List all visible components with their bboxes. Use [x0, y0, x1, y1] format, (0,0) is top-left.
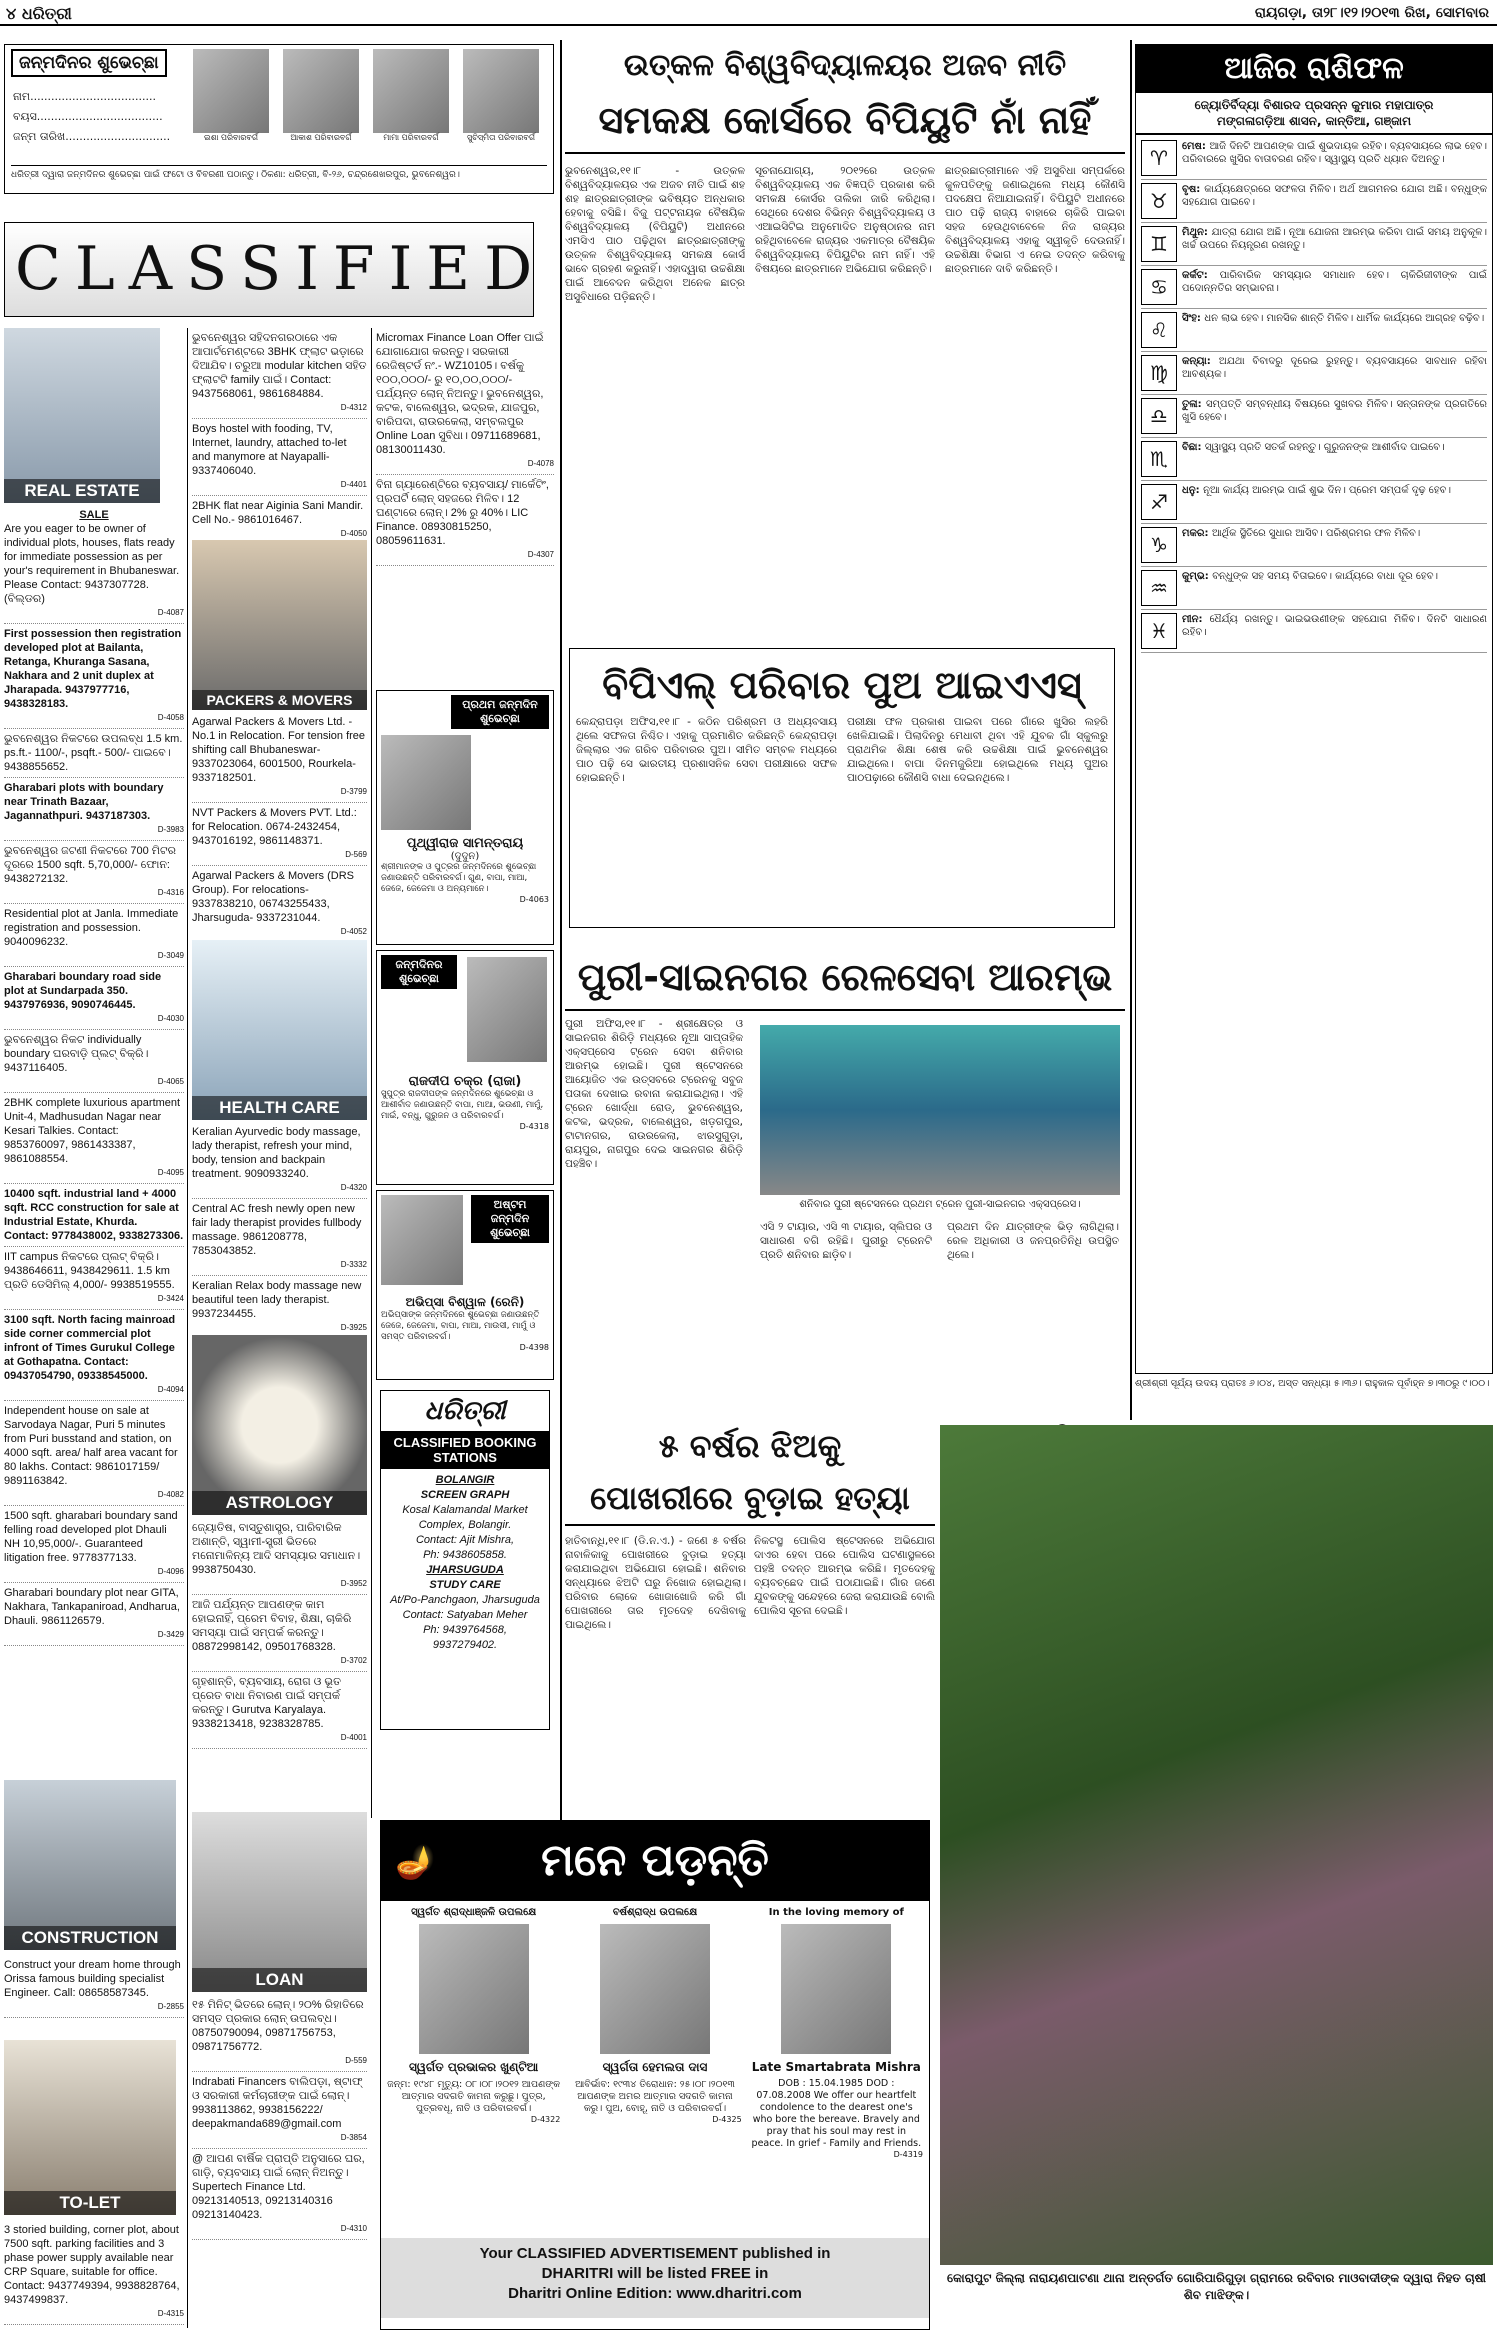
birthday-box-title: ଜନ୍ମଦିନର ଶୁଭେଚ୍ଛା	[11, 49, 167, 77]
ad-text: 10400 sqft. industrial land + 4000 sqft. RCC construction for sale at Industrial Estate, Khurda. Contact: 9778438002, 9338273306.	[4, 1188, 184, 1242]
rashi-entry	[1141, 266, 1487, 309]
ad-code: D-4095	[157, 1168, 184, 1177]
kid-card	[193, 49, 269, 164]
birthday-form	[13, 87, 183, 147]
obituary-photo	[419, 1924, 529, 2054]
classified-ad	[192, 2149, 367, 2240]
ad-code: D-4030	[157, 1014, 184, 1023]
classified-column-2-health	[192, 1122, 367, 1332]
category-label: REAL ESTATE	[4, 479, 160, 503]
ad-text: Are you eager to be owner of individual plots, houses, flats ready for immediate possession as per your's requirement in Bhubaneswar. Please Contact: 9437307728. (ବିଲ୍ଡର)	[4, 523, 180, 605]
rashi-text: ମୀନ: ଧୈର୍ଯ୍ୟ ରଖନ୍ତୁ। ଭାଇଭଉଣୀଙ୍କ ସହଯୋଗ ମିଳିବ। ଦିନଟି ସାଧାରଣ ରହିବ।	[1182, 614, 1487, 638]
rashi-entry	[1141, 610, 1487, 653]
category-astrology	[192, 1335, 367, 1515]
panjika-note: ଶ୍ରୀଶ୍ରୀ ସୂର୍ଯ୍ୟ ଉଦୟ ପ୍ରାତଃ ୬।୦୪, ଅସ୍ତ ସନ୍ଧ୍ୟା ୫।୩୬। ରାହୁକାଳ ପୂର୍ବାହ୍ନ ୭।୩୦ରୁ ୯।୦୦।	[1135, 1378, 1490, 1389]
rashi-text: ସିଂହ: ଧନ ଲାଭ ହେବ। ମାନସିକ ଶାନ୍ତି ମିଳିବ। ଧାର୍ମିକ କାର୍ଯ୍ୟରେ ଆଗ୍ରହ ବଢ଼ିବ।	[1182, 313, 1485, 324]
rashi-entry	[1141, 352, 1487, 395]
obituary-person	[750, 1907, 923, 2232]
ad-code: D-559	[345, 2056, 367, 2065]
rashi-text: ବୃଷ: କାର୍ଯ୍ୟକ୍ଷେତ୍ରରେ ସଫଳତା ମିଳିବ। ଅର୍ଥ ଆଗମନର ଯୋଗ ଅଛି। ବନ୍ଧୁଙ୍କ ସହଯୋଗ ପାଇବେ।	[1182, 184, 1487, 208]
rashi-text: ମିଥୁନ: ଯାତ୍ରା ଯୋଗ ଅଛି। ନୂଆ ଯୋଜନା ଆରମ୍ଭ କରିବା ପାଇଁ ସମୟ ଅନୁକୂଳ। ଖର୍ଚ୍ଚ ଉପରେ ନିୟନ୍ତ୍ରଣ ରଖନ୍ତୁ।	[1182, 227, 1487, 251]
story4-col: ନିକଟସ୍ଥ ପୋଲିସ ଷ୍ଟେସନରେ ଅଭିଯୋଗ ଦାଏର ହେବା ପରେ ପୋଲିସ ଘଟଣାସ୍ଥଳରେ ପହଞ୍ଚି ତଦନ୍ତ ଆରମ୍ଭ କରିଛି। ମୃତଦେହକୁ ବ୍ୟବଚ୍ଛେଦ ପାଇଁ ପଠାଯାଇଛି। ଗାଁର ଜଣେ ଯୁବକଙ୍କୁ ସନ୍ଦେହରେ ଜେରା କରାଯାଉଛି ବୋଲି ପୋଲିସ ସୂଚନା ଦେଇଛି।	[754, 1535, 935, 1617]
classified-ad	[192, 419, 367, 496]
ad-code: D-4078	[527, 459, 554, 468]
classified-ad	[192, 712, 367, 803]
booking-title: CLASSIFIED BOOKING STATIONS	[381, 1431, 549, 1469]
booking-line: SCREEN GRAPH	[420, 1489, 510, 1501]
column-rule	[560, 40, 562, 1820]
classified-ad	[192, 1672, 367, 1749]
classified-column-2-top	[192, 328, 367, 538]
obituary-text: DOB : 15.04.1985 DOD : 07.08.2008 We offer our heartfelt condolence to the dearest one's who bore the bereave. Bravely and pray that his soul may rest in peace. In grief - Family and Friends.	[751, 2078, 922, 2149]
rashi-entry	[1141, 395, 1487, 438]
ad-code: D-3983	[157, 825, 184, 834]
ad-text: Gharabari boundary road side plot at Sundarpada 350. 9437976936, 9090746445.	[4, 971, 162, 1011]
category-label: PACKERS & MOVERS	[192, 690, 367, 710]
booking-line: JHARSUGUDA	[426, 1564, 504, 1576]
wish-body: ଅଭିପ୍ସାଙ୍କ ଜନ୍ମଦିନରେ ଶୁଭେଚ୍ଛା ଜଣାଉଛନ୍ତି ଜେଜେ, ଜେଜେମା, ବାପା, ମାଆ, ମାଉସୀ, ମାମୁଁ ଓ ସମସ୍ତ ପରିବାରବର୍ଗ।	[381, 1310, 540, 1342]
ad-code: D-3799	[340, 787, 367, 796]
wish-photo	[381, 735, 471, 830]
train-photo-caption: ଶନିବାର ପୁରୀ ଷ୍ଟେସନରେ ପ୍ରଥମ ଟ୍ରେନ ପୁରୀ-ସାଇନଗର ଏକ୍ସପ୍ରେସ।	[799, 1199, 1081, 1210]
rashi-entry	[1141, 438, 1487, 481]
rashi-name: ତୁଳା:	[1182, 399, 1207, 410]
form-label-age: ବୟସ....................................	[13, 110, 163, 123]
ad-text: Residential plot at Janla. Immediate registration and possession. 9040096232.	[4, 908, 179, 948]
zodiac-icon: ♏	[1141, 441, 1177, 477]
rashifal-box	[1135, 44, 1493, 1374]
rashi-text: କୁମ୍ଭ: ବନ୍ଧୁଙ୍କ ସହ ସମୟ ବିତାଇବେ। କାର୍ଯ୍ୟରେ ବାଧା ଦୂର ହେବ।	[1182, 571, 1439, 582]
rashi-name: ବିଛା:	[1182, 442, 1205, 453]
wish-box-2	[376, 950, 554, 1185]
ad-code: D-4001	[340, 1733, 367, 1742]
classified-ad	[192, 1595, 367, 1672]
story1-col: ଭୁବନେଶ୍ୱର,୧୧।୮ - ଉତ୍କଳ ବିଶ୍ୱବିଦ୍ୟାଳୟର ଏକ ଅଜବ ନୀତି ପାଇଁ ଶହ ଶହ ଛାତ୍ରଛାତ୍ରୀଙ୍କ ଭବିଷ୍ୟତ ଅନ୍ଧକାର ହେବାକୁ ବସିଛି। ବିଜୁ ପଟ୍ଟନାୟକ ବୈଷୟିକ ବିଶ୍ୱବିଦ୍ୟାଳୟ (ବିପିୟୁଟି) ଅଧୀନରେ ଏମସିଏ ପାଠ ପଢ଼ିଥିବା ଛାତ୍ରଛାତ୍ରୀଙ୍କୁ ଉତ୍କଳ ବିଶ୍ୱବିଦ୍ୟାଳୟ ସମକକ୍ଷ କୋର୍ସ ଭାବେ ଗ୍ରହଣ କରୁନାହିଁ। ଏହାଦ୍ୱାରା ଉଚ୍ଚଶିକ୍ଷା ପାଇଁ ଆବେଦନ କରିଥିବା ଅନେକ ଛାତ୍ର ଅସୁବିଧାରେ ପଡ଼ିଛନ୍ତି।	[565, 165, 745, 303]
ad-text: Gharabari boundary plot near GITA, Nakhara, Tankapaniroad, Andharua, Dhauli. 9861126579.	[4, 1587, 180, 1627]
ad-code: D-4316	[157, 888, 184, 897]
obituary-occasion: In the loving memory of	[768, 1907, 904, 1918]
rashi-text: ତୁଳା: ସମ୍ପତ୍ତି ସମ୍ବନ୍ଧୀୟ ବିଷୟରେ ସୁଖବର ମିଳିବ। ସନ୍ତାନଙ୍କ ପ୍ରଗତିରେ ଖୁସି ହେବେ।	[1182, 399, 1487, 423]
obituary-people	[381, 1901, 929, 2238]
obituary-person	[387, 1907, 560, 2232]
story1-columns	[565, 164, 1125, 634]
wish-code: D-4318	[519, 1122, 549, 1131]
kid-card	[373, 49, 449, 164]
story1-kicker: ଉତ୍କଳ ବିଶ୍ୱବିଦ୍ୟାଳୟର ଅଜବ ନୀତି	[623, 48, 1067, 83]
ad-code: D-3332	[340, 1260, 367, 1269]
ad-code: D-3854	[340, 2133, 367, 2142]
classified-column-2-packers	[192, 712, 367, 937]
booking-line: Kosal Kalamandal Market Complex, Bolangir.	[402, 1504, 528, 1531]
ad-text: 2BHK complete luxurious apartment Unit-4, Madhusudan Nagar near Kesari Talkies. Contact: 9853760097, 9861433387, 9861088554.	[4, 1097, 181, 1165]
classified-ad	[4, 904, 184, 967]
ad-code: D-4058	[157, 713, 184, 722]
obituary-name: ସ୍ୱର୍ଗତା ହେମଲତା ଦାସ	[602, 2060, 708, 2074]
wish-body: ଶ୍ରୀମାନଙ୍କ ଓ ପୁତ୍ରର ଜନ୍ମଦିନରେ ଶୁଭେଚ୍ଛା ଜଣାଉଛନ୍ତି ପରିବାରବର୍ଗ। ଗୁଣ, ବାପା, ମାଆ, ଜେଜେ, ଜେଜେମା ଓ ଅନ୍ୟମାନେ।	[381, 862, 537, 894]
obituary-title-bar	[381, 1821, 929, 1901]
classified-ad	[4, 841, 184, 904]
ad-code: D-3702	[340, 1656, 367, 1665]
ad-code: D-4322	[530, 2115, 561, 2124]
classified-ad	[376, 328, 554, 475]
rashi-entry	[1141, 567, 1487, 610]
category-label: CONSTRUCTION	[4, 1926, 176, 1950]
rashi-text: ଧନୁ: ନୂଆ କାର୍ଯ୍ୟ ଆରମ୍ଭ ପାଇଁ ଶୁଭ ଦିନ। ପ୍ରେମ ସମ୍ପର୍କ ଦୃଢ଼ ହେବ।	[1182, 485, 1451, 496]
ad-code: D-4325	[712, 2115, 742, 2124]
classified-column-1-bottom	[4, 1955, 184, 2035]
column-rule	[371, 328, 372, 1818]
story1-col: ଛାତ୍ରଛାତ୍ରୀମାନେ ଏହି ଅସୁବିଧା ସମ୍ପର୍କରେ କୁଳପତିଙ୍କୁ ଜଣାଇଥିଲେ ମଧ୍ୟ କୌଣସି ପଦକ୍ଷେପ ନିଆଯାଇନାହିଁ। ବିପିୟୁଟି ଅଧୀନରେ ପାଠ ପଢ଼ି ରାଜ୍ୟ ବାହାରେ ଚାକିରି ପାଇବା ସହଜ ହେଉଥିବାବେଳେ ନିଜ ରାଜ୍ୟର ବିଶ୍ୱବିଦ୍ୟାଳୟ ଏହାକୁ ସ୍ୱୀକୃତି ଦେଉନାହିଁ। ଉଚ୍ଚଶିକ୍ଷା ବିଭାଗ ଏ ନେଇ ତଦନ୍ତ କରିବାକୁ ଛାତ୍ରମାନେ ଦାବି କରିଛନ୍ତି।	[945, 165, 1125, 275]
ad-text: NVT Packers & Movers PVT. Ltd.: for Relocation. 0674-2432454, 9437016192, 9861148371.	[192, 807, 357, 847]
rashifal-title: ଆଜିର ରାଶିଫଳ	[1136, 45, 1492, 93]
story2-columns	[576, 715, 1108, 910]
ad-code: D-3049	[157, 951, 184, 960]
kid-label: ଆକାଶ ପରିବାରବର୍ଗ	[290, 133, 352, 142]
story2-col: କେନ୍ଦ୍ରାପଡ଼ା ଅଫିସ,୧୧।୮ - କଠିନ ପରିଶ୍ରମ ଓ ଅଧ୍ୟବସାୟ ଥିଲେ ସଫଳତା ନିଶ୍ଚିତ। ଏହାକୁ ପ୍ରମାଣିତ କରିଛନ୍ତି କେନ୍ଦ୍ରାପଡ଼ା ଜିଲ୍ଲାର ଏକ ଗରିବ ପରିବାରର ପୁଅ। ସୀମିତ ସମ୍ବଳ ମଧ୍ୟରେ ପାଠ ପଢ଼ି ସେ ଭାରତୀୟ ପ୍ରଶାସନିକ ସେବା ପରୀକ୍ଷାରେ ସଫଳ ହୋଇଛନ୍ତି।	[576, 716, 837, 784]
ad-code: D-3952	[340, 1579, 367, 1588]
category-real-estate	[4, 328, 160, 503]
rashi-entry	[1141, 137, 1487, 180]
rashi-name: ଧନୁ:	[1182, 485, 1204, 496]
booking-line: Ph: 9439764568,	[423, 1624, 507, 1636]
kid-label: ମାମା ପରିବାରବର୍ଗ	[383, 133, 439, 142]
category-construction	[4, 1780, 176, 1950]
ad-heading: SALE	[79, 509, 109, 521]
ad-text: ଭୁବନେଶ୍ୱର ଜଟଣୀ ନିକଟରେ 700 ମିଟର ଦୂରରେ 1500 sqft. 5,70,000/- ଫୋନ: 9438272132.	[4, 845, 176, 885]
ad-code: D-4094	[157, 1385, 184, 1394]
story4-headline-1: ୫ ବର୍ଷର ଝିଅକୁ	[658, 1427, 842, 1465]
ad-text: ଗୃହଶାନ୍ତି, ବ୍ୟବସାୟ, ରୋଗ ଓ ଭୂତ ପ୍ରେତ ବାଧା ନିବାରଣ ପାଇଁ ସମ୍ପର୍କ କରନ୍ତୁ। Gurutva Karyalaya. 9338213418, 9238328785.	[192, 1676, 341, 1730]
story4-headline-2: ପୋଖରୀରେ ବୁଡ଼ାଇ ହତ୍ୟା	[565, 1472, 935, 1526]
category-health-care	[192, 940, 367, 1120]
obituary-section	[380, 1820, 930, 2330]
kid-photo	[283, 49, 359, 133]
classified-ad	[192, 1276, 367, 1332]
booking-line: BOLANGIR	[435, 1474, 495, 1486]
rashi-entry	[1141, 223, 1487, 266]
story-bpl-ias	[569, 648, 1115, 928]
classified-column-3	[376, 328, 554, 688]
ad-text: Agarwal Packers & Movers Ltd. - No.1 in Relocation. For tension free shifting call Bhubaneswar- 9337023064, 6001500, Rourkela- 9337182501.	[192, 716, 366, 784]
kid-photo	[463, 49, 539, 133]
classified-ad	[4, 1310, 184, 1401]
ad-text: Boys hostel with fooding, TV, Internet, laundry, attached to-let and manymore at Nayapalli-9337406040.	[192, 423, 347, 477]
wish-body: ସୁପୁତ୍ର ରାଜଦୀପଙ୍କ ଜନ୍ମଦିନରେ ଶୁଭେଚ୍ଛା ଓ ଆଶୀର୍ବାଦ ଜଣାଉଛନ୍ତି ବାପା, ମାଆ, ଭଉଣୀ, ମାମୁଁ, ମାଇଁ, ବନ୍ଧୁ, ଗୁରୁଜନ ଓ ପରିବାରବର୍ଗ।	[381, 1089, 544, 1121]
classified-ad	[4, 1955, 184, 2018]
ad-code: D-4087	[157, 608, 184, 617]
category-label: TO-LET	[4, 2191, 176, 2215]
story-puri-sainagar-train	[565, 945, 1125, 1415]
kid-photos	[193, 49, 551, 164]
booking-line: 9937279402.	[432, 1639, 498, 1651]
rashi-name: କନ୍ୟା:	[1182, 356, 1219, 367]
rashi-name: ମୀନ:	[1182, 614, 1210, 625]
booking-line: Contact: Satyaban Meher	[402, 1609, 528, 1621]
zodiac-icon: ♌	[1141, 312, 1177, 348]
ad-text: ଭୁବନେଶ୍ୱର ନିକଟ individually boundary ଘରବାଡ଼ି ପ୍ଲଟ୍ ବିକ୍ରି। 9437116405.	[4, 1034, 149, 1074]
zodiac-icon: ♎	[1141, 398, 1177, 434]
rashi-entry	[1141, 481, 1487, 524]
zodiac-icon: ♓	[1141, 613, 1177, 649]
obituary-occasion: ସ୍ୱର୍ଗତ ଶ୍ରାଦ୍ଧାଞ୍ଜଳି ଉପଲକ୍ଷେ	[411, 1907, 537, 1918]
ad-code: D-4096	[157, 1567, 184, 1576]
rashi-name: ବୃଷ:	[1182, 184, 1205, 195]
classified-column-1-tolet	[4, 2220, 184, 2330]
rashi-text: କର୍କଟ: ପାରିବାରିକ ସମସ୍ୟାର ସମାଧାନ ହେବ। ଚାକିରିଜୀବୀଙ୍କ ପାଇଁ ପଦୋନ୍ନତିର ସମ୍ଭାବନା।	[1182, 270, 1487, 294]
ad-text: 1500 sqft. gharabari boundary sand felling road developed plot Dhauli NH 10,95,000/-. Guaranteed litigation free. 9778377133.	[4, 1510, 178, 1564]
wish-code: D-4398	[519, 1343, 549, 1352]
kid-label: ଇଶା ପରିବାରବର୍ଗ	[204, 133, 258, 142]
classified-ad	[192, 496, 367, 538]
booking-line: STUDY CARE	[429, 1579, 501, 1591]
classified-column-1	[4, 505, 184, 1775]
ad-text: ଆଜି ପର୍ଯ୍ୟନ୍ତ ଆପଣଙ୍କ କାମ ହୋଇନାହିଁ, ପ୍ରେମ ବିବାହ, ଶିକ୍ଷା, ଚାକିରି ସମସ୍ୟା ପାଇଁ ସମ୍ପର୍କ କରନ୍ତୁ। 08872998142, 09501768328.	[192, 1599, 352, 1653]
ad-code: D-3424	[157, 1294, 184, 1303]
story-girl-murder	[565, 1420, 935, 1815]
ad-code: D-4315	[157, 2309, 184, 2318]
zodiac-icon: ♍	[1141, 355, 1177, 391]
ad-text: Indrabati Financers ବାଲିପଡ଼ା, ଷ୍ଟାଫ୍ ଓ ସରକାରୀ କର୍ମଚାରୀଙ୍କ ପାଇଁ ଲୋନ୍। 9938113862, 9938156222/ deepakmanda689@gmail.com	[192, 2076, 363, 2130]
booking-line: Contact: Ajit Mishra,	[415, 1534, 514, 1546]
classified-ad	[4, 967, 184, 1030]
rashi-entry	[1141, 180, 1487, 223]
booking-line: Ph: 9438605858.	[423, 1549, 507, 1561]
obituary-text: ଜନ୍ମ: ୧୯୪୮ ମୃତ୍ୟୁ: ୦୮।୦୮।୨୦୧୨ ଆପଣଙ୍କ ଆତ୍ମାର ସଦଗତି କାମନା କରୁଛୁ। ପୁତ୍ର, ପୁତ୍ରବଧୂ, ନାତି ଓ ପରିବାରବର୍ଗ।	[387, 2079, 561, 2114]
ad-text: 3100 sqft. North facing mainroad side corner commercial plot infront of Times Gurukul College at Gothapatna. Contact: 09437054790, 09338545000.	[4, 1314, 176, 1382]
category-label: LOAN	[192, 1968, 367, 1992]
ad-text: ଭୁବନେଶ୍ୱର ସହିଦନଗରଠାରେ ଏକ ଆପାର୍ଟମେଣ୍ଟରେ 3BHK ଫ୍ଲାଟ ଭଡ଼ାରେ ଦିଆଯିବ। ଚରୁଆ modular kitchen ସହିତ ଫ୍ଲାଟଟି family ପାଇଁ। Contact: 9437568061, 9861684884.	[192, 332, 367, 400]
classified-ad	[192, 803, 367, 866]
rashi-entry	[1141, 309, 1487, 352]
wish-title: ପ୍ରଥମ ଜନ୍ମଦିନ ଶୁଭେଚ୍ଛା	[451, 695, 549, 729]
zodiac-icon: ♉	[1141, 183, 1177, 219]
classified-column-2-astrology	[192, 1518, 367, 1808]
obituary-footer-line: DHARITRI will be listed FREE in	[541, 2265, 769, 2282]
category-label: ASTROLOGY	[192, 1491, 367, 1515]
zodiac-icon: ♈	[1141, 140, 1177, 176]
rashi-name: ସିଂହ:	[1182, 313, 1205, 324]
ad-code: D-569	[345, 850, 367, 859]
story1-col: ସୂଚନାଯୋଗ୍ୟ, ୨୦୧୨ରେ ଉତ୍କଳ ବିଶ୍ୱବିଦ୍ୟାଳୟ ଏକ ବିଜ୍ଞପ୍ତି ପ୍ରକାଶ କରି ସମକକ୍ଷ କୋର୍ସର ତାଲିକା ଜାରି କରିଥିଲା। ସେଥିରେ ଦେଶର ବିଭିନ୍ନ ବିଶ୍ୱବିଦ୍ୟାଳୟ ଓ ଏଆଇସିଟିଇ ଅନୁମୋଦିତ ଅନୁଷ୍ଠାନର ନାମ ରହିଥିବାବେଳେ ରାଜ୍ୟର ଏକମାତ୍ର ବୈଷୟିକ ବିଶ୍ୱବିଦ୍ୟାଳୟ ବିପିୟୁଟିର ନାମ ନାହିଁ। ଏହି ବିଷୟରେ ଛାତ୍ରମାନେ ଅଭିଯୋଗ କରିଛନ୍ତି।	[755, 165, 935, 275]
ad-code: D-3925	[340, 1323, 367, 1332]
ad-text: ଭୁବନେଶ୍ୱର ନିକଟରେ ଉପଲବ୍ଧ 1.5 km. ps.ft.- 1100/-, psqft.- 500/- ପାଇବେ। 9438855652.	[4, 733, 183, 773]
category-packers-movers	[192, 540, 367, 710]
ad-code: D-4065	[157, 1077, 184, 1086]
classified-ad	[4, 505, 184, 624]
wish-code: D-4063	[519, 895, 549, 904]
kid-card	[283, 49, 359, 164]
obituary-name: ସ୍ୱର୍ଗତ ପ୍ରଭାକର ଖୁଣ୍ଟିଆ	[409, 2060, 539, 2074]
rashi-entry	[1141, 524, 1487, 567]
booking-stations-box	[380, 1390, 550, 1730]
column-rule	[187, 328, 188, 2328]
rashi-name: ମକର:	[1182, 528, 1212, 539]
wish-photo	[381, 1195, 463, 1285]
wish-name: ଅଭିପ୍ସା ବିଶ୍ୱାଳ (ରେନି)	[405, 1295, 525, 1309]
classified-banner	[4, 222, 547, 317]
ad-code: D-4401	[340, 480, 367, 489]
wish-name: ପୃଥ୍ୱୀରାଜ ସାମନ୍ତରାୟ	[406, 836, 524, 851]
zodiac-icon: ♐	[1141, 484, 1177, 520]
ad-text: Micromax Finance Loan Offer ପାଇଁ ଯୋଗାଯୋଗ କରନ୍ତୁ। ସରକାରୀ ରେଜିଷ୍ଟର୍ଡ ନଂ.- WZ10105। ବର୍ଷକୁ ୧୦୦,୦୦୦/- ରୁ ୧୦,୦୦,୦୦୦/- ପର୍ଯ୍ୟନ୍ତ ଲୋନ୍ ନିଅନ୍ତୁ। ଭୁବନେଶ୍ୱର, କଟକ, ବାଲେଶ୍ୱର, ଭଦ୍ରକ, ଯାଜପୁର, ବାରିପଦା, ରାଉରକେଲା, ସମ୍ବଲପୁର Online Loan ସୁବିଧା। 09711689681, 08130011430.	[376, 332, 544, 456]
classified-ad	[4, 1506, 184, 1583]
classified-ad	[4, 1401, 184, 1506]
ad-text: ୧୫ ମିନିଟ୍ ଭିତରେ ଲୋନ୍। ୨୦% ରିହାତିରେ ସମସ୍ତ ପ୍ରକାର ଲୋନ୍ ଉପଲବ୍ଧ। 08750790094, 09871756753, 09871756772.	[192, 1999, 364, 2053]
obituary-occasion: ବର୍ଷଶ୍ରାଦ୍ଧ ଉପଲକ୍ଷେ	[612, 1907, 698, 1918]
classified-ad	[192, 866, 367, 937]
zodiac-icon: ♊	[1141, 226, 1177, 262]
classified-column-2-loan	[192, 1995, 367, 2330]
obituary-footer	[381, 2238, 929, 2318]
classified-ad	[4, 1583, 184, 1646]
obituary-title: ମନେ ପଡ଼ନ୍ତି	[541, 1835, 769, 1886]
ad-text: Agarwal Packers & Movers (DRS Group). For relocations- 9337838210, 06743255433, Jharsuguda- 9337231044.	[192, 870, 354, 924]
birthday-wishes-box	[4, 44, 554, 194]
ad-code: D-4310	[340, 2224, 367, 2233]
ad-text: IIT campus ନିକଟରେ ପ୍ଲଟ୍ ବିକ୍ରି। 9438646611, 9438429611. 1.5 km ପ୍ରତି ଡେସିମିଲ୍ 4,000/- 9938519555.	[4, 1251, 175, 1291]
news-photo-caption: କୋରାପୁଟ ଜିଲ୍ଲା ନାରାୟଣପାଟଣା ଥାନା ଅନ୍ତର୍ଗତ ଗୋରିପାରିଗୁଡ଼ା ଗ୍ରାମରେ ରବିବାର ମାଓବାଦୀଙ୍କ ଦ୍ୱାରା ନିହତ ଚାଷୀ ଶିବ ମାଝିଙ୍କ।	[946, 2271, 1487, 2302]
classified-ad	[192, 328, 367, 419]
ad-text: ବିନା ଗ୍ୟାରେଣ୍ଟିରେ ବ୍ୟବସାୟ/ ମାର୍କେଟିଂ, ପ୍ରପର୍ଟି ଲୋନ୍ ସହଜରେ ମିଳିବ। 12 ଘଣ୍ଟାରେ ଲୋନ୍। 2% ରୁ 40%। LIC Finance. 08930815250, 08059611631.	[376, 479, 549, 547]
form-label-dob: ଜନ୍ମ ତାରିଖ..............................	[13, 130, 171, 143]
story1-headline: ସମକକ୍ଷ କୋର୍ସରେ ବିପିୟୁଟି ନାଁ ନାହିଁ	[565, 88, 1125, 154]
classified-ad	[4, 729, 184, 778]
classified-ad	[4, 778, 184, 841]
kid-photo	[373, 49, 449, 133]
story3-headline: ପୁରୀ-ସାଇନଗର ରେଳସେବା ଆରମ୍ଭ	[565, 945, 1125, 1011]
wish-name: ରାଜଦୀପ ଚକ୍ର (ରାଜା)	[408, 1074, 522, 1089]
classified-banner-text: CLASSIFIED	[15, 234, 547, 304]
dharitri-logo: ଧରିତ୍ରୀ	[424, 1395, 506, 1425]
rashi-name: କୁମ୍ଭ:	[1182, 571, 1213, 582]
booking-line: At/Po-Panchgaon, Jharsuguda	[390, 1594, 540, 1606]
wish-photo	[467, 957, 547, 1062]
wish-box-1	[376, 690, 554, 945]
ad-code: D-4082	[157, 1490, 184, 1499]
birthday-note: ଧରିତ୍ରୀ ଦ୍ୱାରା ଜନ୍ମଦିନର ଶୁଭେଚ୍ଛା ପାଇଁ ଫଟୋ ଓ ବିବରଣୀ ପଠାନ୍ତୁ। ଠିକଣା: ଧରିତ୍ରୀ, ବି-୨୬, ଚନ୍ଦ୍ରଶେଖରପୁର, ଭୁବନେଶ୍ୱର।	[11, 165, 547, 181]
ad-text: 3 storied building, corner plot, about 7500 sqft. parking facilities and 3 phase power supply available near CRP Square, suitable for office. Contact: 9437749394, 9938828764, 9437499837.	[4, 2224, 180, 2306]
ad-text: ଜ୍ୟୋତିଷ, ବାସ୍ତୁଶାସ୍ତ୍ର, ପାରିବାରିକ ଅଶାନ୍ତି, ସ୍ୱାମୀ-ସ୍ତ୍ରୀ ଭିତରେ ମନୋମାଳିନ୍ୟ ଆଦି ସମସ୍ୟାର ସମାଧାନ। 9938750430.	[192, 1522, 361, 1576]
classified-ad	[4, 2220, 184, 2325]
obituary-footer-line: Your CLASSIFIED ADVERTISEMENT published in	[479, 2245, 831, 2262]
obituary-person	[568, 1907, 741, 2232]
column-rule	[1130, 40, 1132, 1420]
rashi-name: ମିଥୁନ:	[1182, 227, 1212, 238]
ad-code: D-4050	[340, 529, 367, 538]
zodiac-icon: ♒	[1141, 570, 1177, 606]
ad-code: D-4052	[340, 927, 367, 936]
obituary-name: Late Smartabrata Mishra	[751, 2060, 921, 2074]
ad-code: D-4312	[340, 403, 367, 412]
rashifal-subtitle: ଜ୍ୟୋତିର୍ବିଦ୍ୟା ବିଶାରଦ ପ୍ରସନ୍ନ କୁମାର ମହାପାତ୍ର ମଙ୍ଗଳାଗଡ଼ିଆ ଶାସନ, କାନ୍ତିଆ, ଗଞ୍ଜାମ	[1136, 93, 1492, 135]
rashifal-list	[1136, 135, 1492, 655]
page-number: ୪ ଧରିତ୍ରୀ	[6, 4, 72, 23]
obituary-photo	[600, 1924, 710, 2054]
ad-text: First possession then registration developed plot at Bailanta, Retanga, Khuranga Sasana, Nakhara and 2 unit duplex at Jharapada. 9437977716, 9438328183.	[4, 628, 182, 710]
rashi-name: ମେଷ:	[1182, 141, 1210, 152]
obituary-text: ଆବିର୍ଭାବ: ୧୯୩୪ ତିରୋଧାନ: ୨୫।୦୮।୨୦୧୩ ଆପଣଙ୍କ ଅମର ଆତ୍ମାର ସଦଗତି କାମନା କରୁ। ପୁଅ, ବୋହୂ, ନାତି ଓ ପରିବାରବର୍ଗ।	[575, 2079, 735, 2114]
classified-ad	[192, 2072, 367, 2149]
ad-code: D-4307	[527, 550, 554, 559]
kid-label: ସୁଚିସ୍ମିତା ପରିବାରବର୍ଗ	[467, 133, 535, 142]
zodiac-icon: ♑	[1141, 527, 1177, 563]
classified-ad	[4, 1184, 184, 1247]
category-label: HEALTH CARE	[192, 1096, 367, 1120]
story4-col: ହାତିବାନ୍ଧି,୧୧।୮ (ଡି.ନ.ଏ.) - ଜଣେ ୫ ବର୍ଷର ନାବାଳିକାକୁ ପୋଖରୀରେ ବୁଡ଼ାଇ ହତ୍ୟା କରାଯାଇଥିବା ଅଭିଯୋଗ ହୋଇଛି। ଶନିବାର ସନ୍ଧ୍ୟାରେ ଝିଅଟି ଘରୁ ନିଖୋଜ ହୋଇଥିଲା। ପରିବାର ଲୋକେ ଖୋଜାଖୋଜି କରି ଗାଁ ପୋଖରୀରେ ତାର ମୃତଦେହ ଦେଖିବାକୁ ପାଇଥିଲେ।	[565, 1535, 746, 1631]
classified-ad	[192, 1518, 367, 1595]
rashi-text: କନ୍ୟା: ଅଯଥା ବିବାଦରୁ ଦୂରେଇ ରୁହନ୍ତୁ। ବ୍ୟବସାୟରେ ସାବଧାନ ରହିବା ଆବଶ୍ୟକ।	[1182, 356, 1487, 380]
classified-ad	[192, 1199, 367, 1276]
page-header	[0, 0, 1497, 26]
ad-code: D-4320	[340, 1183, 367, 1192]
classified-ad	[4, 1247, 184, 1310]
story3-col: ପ୍ରଥମ ଦିନ ଯାତ୍ରୀଙ୍କ ଭିଡ଼ ଲାଗିଥିଲା। ରେଳ ଅଧିକାରୀ ଓ ଜନପ୍ରତିନିଧି ଉପସ୍ଥିତ ଥିଲେ।	[947, 1221, 1119, 1261]
rashi-name: କର୍କଟ:	[1182, 270, 1220, 281]
story2-col: ପରୀକ୍ଷା ଫଳ ପ୍ରକାଶ ପାଇବା ପରେ ଗାଁରେ ଖୁସିର ଲହରି ଖେଳିଯାଇଛି। ପିଲାଦିନରୁ ମେଧାବୀ ଥିବା ଏହି ଯୁବକ ଗାଁ ସ୍କୁଲରୁ ପ୍ରାଥମିକ ଶିକ୍ଷା ଶେଷ କରି ଉଚ୍ଚଶିକ୍ଷା ପାଇଁ ଭୁବନେଶ୍ୱର ଯାଇଥିଲେ। ବାପା ଦିନମଜୁରିଆ ହୋଇଥିଲେ ମଧ୍ୟ ପୁଅର ପାଠପଢ଼ାରେ କୌଣସି ବାଧା ଦେଇନଥିଲେ।	[847, 716, 1108, 784]
classified-ad	[4, 1093, 184, 1184]
category-to-let	[4, 2040, 176, 2215]
ad-text: Gharabari plots with boundary near Trinath Bazaar, Jagannathpuri. 9437187303.	[4, 782, 164, 822]
classified-ad	[192, 1122, 367, 1199]
obituary-photo	[781, 1924, 891, 2054]
classified-ad	[4, 624, 184, 729]
story3-col: ପୁରୀ ଅଫିସ,୧୧।୮ - ଶ୍ରୀକ୍ଷେତ୍ର ଓ ସାଇନଗର ଶିରିଡ଼ି ମଧ୍ୟରେ ନୂଆ ସାପ୍ତାହିକ ଏକ୍ସପ୍ରେସ ଟ୍ରେନ ସେବା ଶନିବାର ଆରମ୍ଭ ହୋଇଛି। ପୁରୀ ଷ୍ଟେସନରେ ଆୟୋଜିତ ଏକ ଉତ୍ସବରେ ଟ୍ରେନକୁ ସବୁଜ ପତାକା ଦେଖାଇ ରବାନା କରାଯାଇଥିଲା। ଏହି ଟ୍ରେନ ଖୋର୍ଦ୍ଧା ରୋଡ୍, ଭୁବନେଶ୍ୱର, କଟକ, ଭଦ୍ରକ, ବାଲେଶ୍ୱର, ଖଡ଼ଗପୁର, ଟାଟାନଗର, ରାଉରକେଲା, ଝାରସୁଗୁଡ଼ା, ରାୟପୁର, ନାଗପୁର ଦେଇ ସାଇନଗର ଶିରିଡ଼ି ପହଞ୍ଚିବ।	[565, 1018, 743, 1170]
ad-text: Independent house on sale at Sarvodaya Nagar, Puri 5 minutes from Puri busstand and station, on 4000 sqft. area/ half area vacant for 80 lakhs. Contact: 9861017159/ 9891163842.	[4, 1405, 178, 1487]
classified-ad	[4, 1030, 184, 1093]
obituary-footer-link[interactable]: Dharitri Online Edition: www.dharitri.com	[508, 2285, 802, 2302]
zodiac-icon: ♋	[1141, 269, 1177, 305]
news-photo-koraput	[940, 1425, 1493, 2265]
ad-text: @ ଆପଣ ବାର୍ଷିକ ପ୍ରାପ୍ତି ଅନୁସାରେ ଘର, ଗାଡ଼ି, ବ୍ୟବସାୟ ପାଇଁ ଲୋନ୍ ନିଅନ୍ତୁ। Supertech Finance Ltd. 09213140513, 09213140316 09213140423.	[192, 2153, 365, 2221]
classified-ad	[192, 1995, 367, 2072]
rashi-text: ବିଛା: ସ୍ୱାସ୍ଥ୍ୟ ପ୍ରତି ସତର୍କ ରହନ୍ତୁ। ଗୁରୁଜନଙ୍କ ଆଶୀର୍ବାଦ ପାଇବେ।	[1182, 442, 1445, 453]
dateline: ରାୟଗଡ଼ା, ତା୨୮।୧୨।୨୦୧୩ ରିଖ, ସୋମବାର	[1254, 5, 1489, 21]
wish-title: ଅଷ୍ଟମ ଜନ୍ମଦିନ ଶୁଭେଚ୍ଛା	[471, 1195, 549, 1243]
category-loan	[192, 1812, 367, 1992]
lamp-icon: 🪔	[395, 1843, 435, 1881]
rashi-text: ମକର: ଆର୍ଥିକ ସ୍ଥିତିରେ ସୁଧାର ଆସିବ। ପରିଶ୍ରମର ଫଳ ମିଳିବ।	[1182, 528, 1421, 539]
story2-headline: ବିପିଏଲ୍ ପରିବାର ପୁଅ ଆଇଏଏସ୍	[602, 663, 1082, 707]
rashi-text: ମେଷ: ଆଜି ଦିନଟି ଆପଣଙ୍କ ପାଇଁ ଶୁଭଦାୟକ ରହିବ। ବ୍ୟବସାୟରେ ଲାଭ ହେବ। ପରିବାରରେ ଖୁସିର ବାତାବରଣ ରହିବ। ସ୍ୱାସ୍ଥ୍ୟ ପ୍ରତି ଧ୍ୟାନ ଦିଅନ୍ତୁ।	[1182, 141, 1487, 165]
ad-text: Keralian Relax body massage new beautiful teen lady therapist. 9937234455.	[192, 1280, 362, 1320]
booking-lines	[381, 1473, 549, 1653]
ad-text: Construct your dream home through Orissa famous building specialist Engineer. Call: 08658587345.	[4, 1959, 181, 1999]
ad-text: Central AC fresh newly open new fair lady therapist provides fullbody massage. 9861208778, 7853043852.	[192, 1203, 362, 1257]
wish-sub: (ଦୁଦୁନ)	[450, 851, 480, 862]
wish-title: ଜନ୍ମଦିନର ଶୁଭେଚ୍ଛା	[381, 955, 457, 989]
ad-text: 2BHK flat near Aiginia Sani Mandir. Cell No.- 9861016467.	[192, 500, 364, 526]
train-photo	[760, 1025, 1120, 1195]
wish-box-3	[376, 1190, 554, 1380]
ad-code: D-3429	[157, 1630, 184, 1639]
kid-photo	[193, 49, 269, 133]
kid-card	[463, 49, 539, 164]
story-university	[565, 44, 1125, 644]
ad-text: Keralian Ayurvedic body massage, lady therapist, refresh your mind, body, tension and backpain treatment. 9090933240.	[192, 1126, 361, 1180]
classified-ad	[376, 475, 554, 566]
form-label-name: ନାମ....................................	[13, 90, 156, 103]
ad-code: D-2855	[157, 2002, 184, 2011]
story3-col: ଏସି ୨ ଟାୟାର, ଏସି ୩ ଟାୟାର, ସ୍ଲିପର ଓ ସାଧାରଣ ବଗି ରହିଛି। ପୁରୀରୁ ଟ୍ରେନଟି ପ୍ରତି ଶନିବାର ଛାଡ଼ିବ।	[760, 1221, 932, 1261]
story4-columns	[565, 1534, 935, 1809]
ad-code: D-4319	[893, 2150, 923, 2159]
